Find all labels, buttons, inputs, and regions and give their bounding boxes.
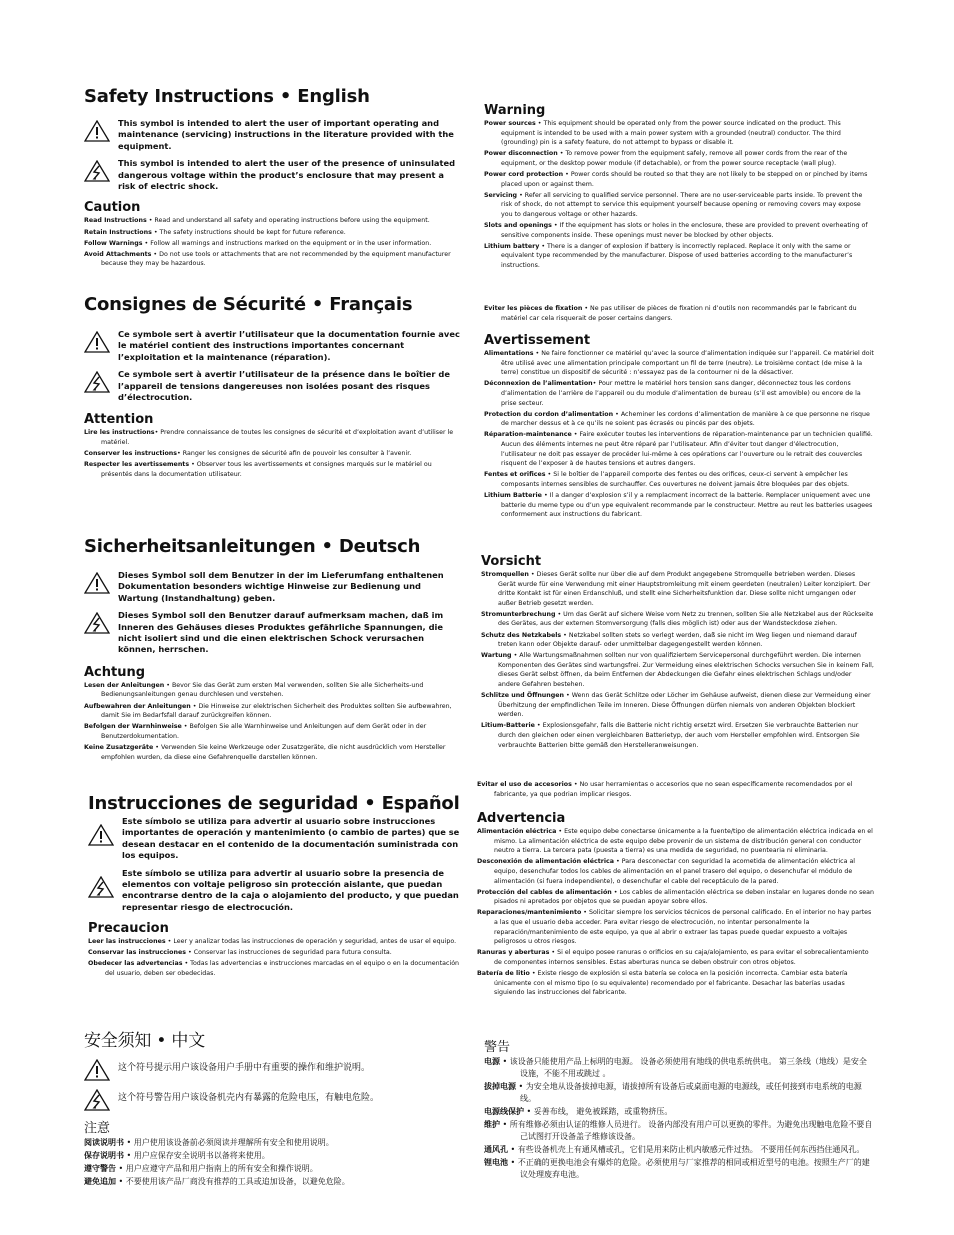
lightning-triangle-icon xyxy=(88,876,114,898)
list-item xyxy=(84,681,462,700)
symbol-row xyxy=(84,369,462,403)
spanish-extra-item xyxy=(477,780,874,799)
item-text: • 用户使用该设备前必须阅读并理解所有安全和使用说明。 xyxy=(124,1138,334,1147)
notice-heading: 注意 xyxy=(84,1121,111,1136)
lightning-triangle-icon xyxy=(84,612,110,634)
item-label: Alimentations xyxy=(484,350,534,358)
item-text: • 为安全地从设备拔掉电源，请拔掉所有设备后或桌面电源的电源线，或任何接到市电系统的电源线。 xyxy=(516,1082,862,1103)
item-text: • 不要使用该产品厂商没有推荐的工具或追加设备，以避免危险。 xyxy=(116,1177,350,1186)
advertencia-list xyxy=(477,827,874,998)
item-text: • Acheminer les cordons d’alimentation de manière à ce que personne ne risque de marcher dessus et à ce qu’ils ne soient pas écrasés ou pincés par des objets. xyxy=(501,410,870,428)
list-item xyxy=(477,948,874,967)
symbol-row xyxy=(84,1087,462,1111)
item-label: Keine Zusatzgeräte xyxy=(84,743,154,751)
item-label: Obedecer las advertencias xyxy=(88,960,183,968)
item-label: Avoid Attachments xyxy=(84,250,152,258)
list-item xyxy=(484,349,874,378)
item-label: Follow Warnings xyxy=(84,239,143,247)
lightning-triangle-icon xyxy=(84,160,110,182)
chinese-warning-section xyxy=(484,1036,874,1182)
item-label: Réparation-maintenance xyxy=(484,431,572,439)
item-text: • Explosionsgefahr, falls die Batterie nicht richtig ersetzt wird. Ersetzen Sie verbrauchte Batterien nur durch den gleichen oder einen vergleichbaren Batterietyp, der auch vom Hersteller empfohlen wird. Entsorgen Sie verbrauchte Batterien bitte gemäß den Herstelleranweisungen. xyxy=(498,722,860,749)
item-text: • Todas las advertencias e instrucciones marcadas en el equipo o en la documentación del usuario, deben ser obedecidas. xyxy=(105,960,460,978)
list-item xyxy=(484,1081,874,1105)
list-item xyxy=(84,702,462,721)
list-item xyxy=(84,239,462,249)
item-label: Lithium Batterie xyxy=(484,492,542,499)
caution-list xyxy=(84,216,462,268)
item-text: • Si le boîtier de l’appareil comporte des fentes ou des orifices, ceux-ci servent à empêcher les composants internes sensibles de surchauffer. Ces ouvertures ne doivent jamais être bloquées par des objets. xyxy=(501,471,850,488)
list-item xyxy=(84,228,462,238)
list-item xyxy=(484,1144,874,1156)
list-item xyxy=(84,722,462,741)
list-item xyxy=(481,570,874,608)
achtung-heading: Achtung xyxy=(84,664,146,680)
item-label: Déconnexion de l’alimentation xyxy=(484,380,593,388)
list-item xyxy=(484,119,874,148)
item-text: • Ranger les consignes de sécurité afin de pouvoir les consulter à l’avenir. xyxy=(177,450,412,458)
item-label: Lesen der Anleitungen xyxy=(84,681,165,689)
chinese-warning-list xyxy=(484,1056,874,1181)
list-item xyxy=(84,1150,462,1162)
item-text: • Ne pas utiliser de pièces de fixation ni d’outils non recommandés par le fabricant du matériel car cela risquerait de poser certains dangers. xyxy=(501,305,857,322)
chinese-section xyxy=(84,1026,462,1189)
symbol-row xyxy=(84,118,462,152)
list-item xyxy=(477,780,874,799)
item-label: Evitar el uso de accesorios xyxy=(477,781,572,788)
list-item xyxy=(84,428,462,447)
list-item xyxy=(477,969,874,998)
list-item xyxy=(484,191,874,220)
section-title-french: Consignes de Sécurité • Français xyxy=(84,294,413,315)
attention-list xyxy=(84,428,462,479)
section-title-chinese: 安全须知 • 中文 xyxy=(84,1031,206,1051)
item-label: 保存说明书 xyxy=(84,1151,124,1160)
item-text: • Existe riesgo de explosión si esta batería se coloca en la posición incorrecta. Cambiar esta batería únicamente con el mismo tipo (o su equivalente) recomendado por el fabricante. Desachar las baterías usadas siguiendo las instrucciones del fabricante. xyxy=(494,970,848,997)
french-extra-item xyxy=(484,304,874,323)
section-title-spanish: Instrucciones de seguridad • Español xyxy=(88,793,460,814)
item-label: Power disconnection xyxy=(484,150,558,158)
item-label: Retain Instructions xyxy=(84,228,152,236)
caution-heading: Caution xyxy=(84,200,141,216)
attention-heading: Attention xyxy=(84,412,154,428)
chinese-warning-heading: 警告 xyxy=(484,1040,511,1055)
list-item xyxy=(484,242,874,271)
exclamation-triangle-icon xyxy=(88,824,114,846)
precaucion-list xyxy=(88,937,462,978)
list-item xyxy=(484,1056,874,1080)
item-label: Befolgen der Warnhinweise xyxy=(84,723,182,731)
item-label: Respecter les avertissements xyxy=(84,461,190,469)
item-label: Read Instructions xyxy=(84,217,147,225)
list-item xyxy=(484,491,874,520)
item-label: Slots and openings xyxy=(484,221,552,229)
list-item xyxy=(84,250,462,269)
item-text: • Pour mettre le matériel hors tension sans danger, déconnectez tous les cordons d’alimentation de l’arrière de l’appareil ou du module d’alimentation de bureau (s’il est amovible) ou encore de la prise secteur. xyxy=(501,380,861,407)
warning-list xyxy=(484,119,874,270)
item-text: • Refer all servicing to qualified service personnel. There are no user-serviceable parts inside. To prevent the risk of shock, do not attempt to service this equipment yourself because opening or removing covers may expose you to dangerous voltage or other hazards. xyxy=(501,191,863,218)
symbol-description: Ce symbole sert à avertir l’utilisateur de la présence dans le boîtier de l’appareil de tensions dangereuses non isolées posant des risques d’électrocution. xyxy=(118,369,450,403)
item-text: • Para desconectar con seguridad la acometida de alimentación eléctrica al equipo, desenchufar todos los cables de alimentación en el panel trasero del equipo, o desenchufar el módulo de alimentación (si fuera independiente), o desenchufar el cable del receptáculo de la pared. xyxy=(494,858,856,885)
item-text: • Power cords should be routed so that they are not likely to be stepped on or pinched by items placed upon or against them. xyxy=(501,170,868,188)
item-label: Power sources xyxy=(484,120,536,127)
item-label: Batería de litio xyxy=(477,970,530,977)
german-vorsicht-section xyxy=(481,554,874,752)
section-title-english: Safety Instructions • English xyxy=(84,86,370,107)
symbol-row xyxy=(84,1057,462,1081)
list-item xyxy=(484,170,874,189)
exclamation-triangle-icon xyxy=(84,1059,110,1081)
item-label: Desconexión de alimentación eléctrica xyxy=(477,858,614,866)
item-text: • This equipment should be operated only from the power source indicated on the product. This equipment is intended to be used with a main power system with a grounded (neutral) conductor. The third (grounding) pin is a safety feature, do not attempt to bypass or disable it. xyxy=(501,120,841,147)
exclamation-triangle-icon xyxy=(84,331,110,353)
item-label: Alimentación eléctrica xyxy=(477,828,557,836)
item-label: 遵守警告 xyxy=(84,1164,116,1173)
item-text: • Solicitar siempre los servicios técnicos de personal calificado. En el interior no hay partes a las que el usuario deba acceder. Para evitar riesgo de electrocución, no intentar personalmente la reparación/mantenimiento de este equipo, ya que al abrir o extraer las tapas puede quedar expuesto a voltajes peligrosos u otros riesgos. xyxy=(494,909,872,946)
item-text: • There is a danger of explosion if battery is incorrectly replaced. Replace it only with the same or equivalent type recommended by the manufacturer. Dispose of used batteries according to the manufacturer’s instructions. xyxy=(501,242,853,269)
exclamation-triangle-icon xyxy=(84,572,110,594)
list-item xyxy=(484,304,874,323)
list-item xyxy=(484,1157,874,1181)
item-text: • Ne faire fonctionner ce matériel qu’avec la source d’alimentation indiquée sur l’appareil. Ce matériel doit être utilisé avec une alimentation principale comportant un fil de terre (neutre). Le troisième contact (de mise à la terre) constitue un dispositif de sécurité : n’essayez pas de la contourner ni de la désactiver. xyxy=(501,350,874,377)
lightning-triangle-icon xyxy=(84,371,110,393)
symbol-row xyxy=(84,329,462,363)
list-item xyxy=(477,908,874,946)
french-section xyxy=(84,294,462,481)
item-label: Schlitze und Öffnungen xyxy=(481,692,565,700)
item-text: • Follow all warnings and instructions marked on the equipment or in the user information. xyxy=(142,239,432,247)
item-label: Protección del cables de alimentación xyxy=(477,888,612,896)
item-text: • Bevor Sie das Gerät zum ersten Mal verwenden, sollten Sie alle Sicherheits-und Bedienungsanleitungen genau durchlesen und verstehen. xyxy=(101,681,424,699)
list-item xyxy=(84,1176,462,1188)
item-text: • No usar herramientas o accesorios que no sean específicamente recomendados por el fabricante, ya que podrian implicar riesgos. xyxy=(494,781,853,798)
item-label: 阅读说明书 xyxy=(84,1138,124,1147)
item-text: • 用户应保存安全说明书以备将来使用。 xyxy=(124,1151,270,1160)
symbol-description: 这个符号提示用户该设备用户手册中有重要的操作和维护说明。 xyxy=(118,1063,371,1074)
item-label: Power cord protection xyxy=(484,170,564,178)
list-item xyxy=(84,743,462,762)
english-section xyxy=(84,86,462,270)
list-item xyxy=(481,651,874,689)
notice-list xyxy=(84,1137,462,1188)
item-text: • Conservar las instrucciones de seguridad para futura consulta. xyxy=(186,949,392,957)
list-item xyxy=(484,379,874,408)
advertencia-heading: Advertencia xyxy=(477,811,566,827)
symbol-row xyxy=(88,816,462,862)
item-text: • 妥善布线， 避免被踩踏，或重物挤压。 xyxy=(524,1107,673,1116)
list-item xyxy=(477,888,874,907)
list-item xyxy=(481,610,874,629)
symbol-description: Dieses Symbol soll den Benutzer darauf aufmerksam machen, daß im Inneren des Gehäuses dieses Produktes gefährliche Spannungen, die nicht isoliert sind und die einen elektrischen Schock verursachen können, herrschen. xyxy=(118,610,444,655)
lightning-triangle-icon xyxy=(84,1089,110,1111)
item-label: 避免追加 xyxy=(84,1177,116,1186)
item-label: Leer las instrucciones xyxy=(88,938,166,946)
item-label: Schutz des Netzkabels xyxy=(481,631,562,639)
avertissement-heading: Avertissement xyxy=(484,333,591,349)
item-label: 维护 xyxy=(484,1120,500,1129)
list-item xyxy=(484,1106,874,1118)
item-label: 锂电池 xyxy=(484,1158,508,1167)
symbol-row xyxy=(84,158,462,192)
warning-heading: Warning xyxy=(484,103,546,118)
item-text: • Los cables de alimentación eléctrica se deben instalar en lugares donde no sean pisados ni apretados por objetos que se puedan apoyar sobre ellos. xyxy=(494,888,874,906)
precaucion-heading: Precaucion xyxy=(88,921,169,937)
item-text: • 该设备只能使用产品上标明的电源。 设备必须使用有地线的供电系统供电。 第三条线（地线）是安全设施，不能不用或跳过 。 xyxy=(500,1057,867,1078)
list-item xyxy=(88,937,462,947)
list-item xyxy=(88,959,462,978)
item-label: Conserver les instructions xyxy=(84,450,178,458)
item-label: Lire les instructions xyxy=(84,429,155,437)
symbol-row xyxy=(84,570,462,604)
spanish-advertencia-section xyxy=(477,780,874,999)
item-label: 电源 xyxy=(484,1057,500,1066)
section-title-german: Sicherheitsanleitungen • Deutsch xyxy=(84,536,421,557)
item-text: • Si el equipo posee ranuras o orificios en su caja/alojamiento, es para evitar el sobrecalientamiento de componentes internos sensibles. Estas aberturas nunca se deben obstruir con otros objetos. xyxy=(494,949,869,966)
list-item xyxy=(84,216,462,226)
list-item xyxy=(84,460,462,479)
item-text: • 不正确的更换电池会有爆炸的危险。必须使用与厂家推荐的相同或相近型号的电池。按照生产厂的建议处理废弃电池。 xyxy=(508,1158,870,1179)
list-item xyxy=(484,470,874,489)
symbol-description: This symbol is intended to alert the user of important operating and maintenance (servicing) instructions in the literature provided with the equipment. xyxy=(118,118,454,151)
vorsicht-heading: Vorsicht xyxy=(481,554,542,569)
item-label: 电源线保护 xyxy=(484,1107,524,1116)
item-label: Servicing xyxy=(484,191,518,199)
item-text: • Die Hinweise zur elektrischen Sicherheit des Produktes sollten Sie aufbewahren, damit Sie im Bedarfsfall darauf zurückgreifen können. xyxy=(101,702,452,720)
item-text: • Il a danger d’explosion s’il y a remplacment incorrect de la batterie. Remplacer uniquement avec une batterie du meme type ou d’un ype equivalent recommande par le constructeur. Mettre au reut les batteries usagees conformement aux instructions du fabricant. xyxy=(501,492,873,519)
list-item xyxy=(84,449,462,459)
list-item xyxy=(84,1137,462,1149)
item-label: Reparaciones/mantenimiento xyxy=(477,909,582,917)
achtung-list xyxy=(84,681,462,762)
list-item xyxy=(84,1163,462,1175)
item-label: Aufbewahren der Anleitungen xyxy=(84,702,191,710)
item-text: • Leer y analizar todas las instrucciones de operación y seguridad, antes de usar el equipo. xyxy=(165,938,457,946)
item-label: Conservar las instrucciones xyxy=(88,949,186,957)
item-label: Fentes et orifices xyxy=(484,471,546,479)
item-text: • Netzkabel sollten stets so verlegt werden, daß sie nicht im Weg liegen und niemand darauf treten kann oder Objekte darauf- oder unmittelbar dagegengestellt werden können. xyxy=(498,631,857,649)
symbol-row xyxy=(88,868,462,914)
item-text: • Wenn das Gerät Schlitze oder Löcher im Gehäuse aufweist, dienen diese zur Vermeidung einer Überhitzung der empfindlichen Teile im Inneren. Diese Öffnungen dürfen niemals von anderen Objekten blockiert werden. xyxy=(498,692,871,719)
item-text: • Prendre connaissance de toutes les consignes de sécurité et d’exploitation avant d’utiliser le matériel. xyxy=(101,429,454,447)
item-text: • Um das Gerät auf sichere Weise vom Netz zu trennen, sollten Sie alle Netzkabel aus der Rückseite des Gerätes, aus der externen Stomversorgung (falls dies möglich ist) oder aus der Wandsteckdose ziehen. xyxy=(498,610,874,628)
list-item xyxy=(477,857,874,886)
item-text: • Dieses Gerät sollte nur über die auf dem Produkt angegebene Stromquelle betrieben werden. Dieses Gerät wurde für eine Verwendung mit einer Hauptstromleitung mit einem geerdeten (neutralen) Leiter konzipiert. Der dritte Kontakt ist für einen Erdanschluß, und stellt eine Sicherheitsfunktion dar. Diese sollte nicht umgangen oder außer Betrieb gesetzt werden. xyxy=(498,571,871,607)
french-avertissement-section xyxy=(484,304,874,521)
symbol-description: Este símbolo se utiliza para advertir al usuario sobre la presencia de elementos con voltaje peligroso sin protección aislante, que puedan encontrarse dentro de la caja o alojamiento del producto, y que puedan representar riesgo de electrocución. xyxy=(122,867,459,912)
item-text: • Read and understand all safety and operating instructions before using the equipment. xyxy=(146,217,430,225)
item-label: Ranuras y aberturas xyxy=(477,949,550,957)
english-warning-section xyxy=(484,103,874,272)
item-label: Lithium battery xyxy=(484,242,540,250)
symbol-description: This symbol is intended to alert the user of the presence of uninsulated dangerous voltage within the product’s enclosure that may present a risk of electric shock. xyxy=(118,158,456,192)
item-label: Eviter les pièces de fixation xyxy=(484,305,583,312)
item-label: Stromunterbrechung xyxy=(481,610,556,618)
item-label: Protection du cordon d’alimentation xyxy=(484,410,614,418)
item-text: • 所有维修必须由认证的维修人员进行。 设备内部没有用户可以更换的零件。为避免出现触电危险不要自己试图打开设备盖子维修该设备。 xyxy=(500,1120,873,1141)
list-item xyxy=(481,631,874,650)
avertissement-list xyxy=(484,349,874,520)
item-text: • To remove power from the equipment safely, remove all power cords from the rear of the equipment, or the desktop power module (if detachable), or from the power source receptacle (wall plug). xyxy=(501,150,848,167)
exclamation-triangle-icon xyxy=(84,120,110,142)
list-item xyxy=(484,430,874,468)
item-text: • Befolgen Sie alle Warnhinweise und Anleitungen auf dem Gerät oder in der Benutzerdokumentation. xyxy=(101,723,427,740)
symbol-description: Este símbolo se utiliza para advertir al usuario sobre instrucciones importantes de operación y mantenimiento (o cambio de partes) que se desean destacar en el contenido de la documentación suministrada con los equipos. xyxy=(122,816,460,861)
item-label: Stromquellen xyxy=(481,571,529,578)
list-item xyxy=(484,1119,874,1143)
item-label: 通风孔 xyxy=(484,1145,508,1154)
item-label: Litium-Batterie xyxy=(481,722,535,730)
item-text: • If the equipment has slots or holes in the enclosure, these are provided to prevent overheating of sensitive components inside. These openings must never be blocked by other objects. xyxy=(501,221,868,239)
item-text: • 用户应遵守产品和用户指南上的所有安全和操作说明。 xyxy=(116,1164,318,1173)
symbol-description: 这个符号警告用户该设备机壳内有暴露的危险电压，有触电危险。 xyxy=(118,1093,380,1104)
list-item xyxy=(484,410,874,429)
german-section xyxy=(84,536,462,764)
list-item xyxy=(481,691,874,720)
item-text: • Faire exécuter toutes les interventions de réparation-maintenance par un technicien qualifié. Aucun des éléments internes ne peut être réparé par l’utilisateur. Afin d’éviter tout danger d’électrocution, l’utilisateur ne doit pas essayer de procéder lui-même à ces opérations car l’ouverture ou le retrait des couvercles risquent de l’exposer à de hautes tensions et autres dangers. xyxy=(501,431,873,468)
vorsicht-list xyxy=(481,570,874,750)
item-text: • Alle Wartungsmaßnahmen sollten nur von qualifiziertem Servicepersonal durchgeführt werden. Die internen Komponenten des Gerätes sind wartungsfrei. Zur Vermeidung eines elektrischen Schocks versuchen Sie in keinem Fall, dieses Gerät selbst öffnen, da beim Entfernen der Abdeckungen die Gefahr eines elektrischen Schlags und/oder andere Gefahren bestehen. xyxy=(498,652,874,689)
item-text: • Do not use tools or attachments that are not recommended by the equipment manufacturer because they may be hazardous. xyxy=(101,250,451,268)
spanish-section xyxy=(88,793,462,980)
list-item xyxy=(481,721,874,750)
list-item xyxy=(477,827,874,856)
item-label: Wartung xyxy=(481,652,512,660)
item-text: • Verwenden Sie keine Werkzeuge oder Zusatzgeräte, die nicht ausdrücklich vom Hersteller empfohlen wurden, da diese eine Gefahrenquelle darstellen können. xyxy=(101,743,446,761)
item-text: • Este equipo debe conectarse únicamente a la fuente/tipo de alimentación eléctrica indicada en el mismo. La alimentación eléctrica de este equipo debe provenir de un sistema de distribución general con conductor neutro a tierra. La tercera pata (puesta a tierra) es una medida de seguridad, no puentearia ni eliminaria. xyxy=(494,828,873,855)
item-text: • Observer tous les avertissements et consignes marqués sur le matériel ou présentés dans la documentation utilisateur. xyxy=(101,461,432,478)
item-label: 拔掉电源 xyxy=(484,1082,516,1091)
item-text: • 有些设备机壳上有通风槽或孔，它们是用来防止机内敏感元件过热。 不要用任何东西挡住通风孔。 xyxy=(508,1145,865,1154)
list-item xyxy=(88,948,462,958)
symbol-description: Dieses Symbol soll dem Benutzer in der im Lieferumfang enthaltenen Dokumentation besonders wichtige Hinweise zur Bedienung und Wartung (Instandhaltung) geben. xyxy=(118,570,444,603)
list-item xyxy=(484,149,874,168)
symbol-row xyxy=(84,610,462,656)
item-text: • The safety instructions should be kept for future reference. xyxy=(151,228,346,236)
symbol-description: Ce symbole sert à avertir l’utilisateur que la documentation fournie avec le matériel contient des instructions importantes concernant l’exploitation et la maintenance (réparation). xyxy=(118,329,460,362)
list-item xyxy=(484,221,874,240)
